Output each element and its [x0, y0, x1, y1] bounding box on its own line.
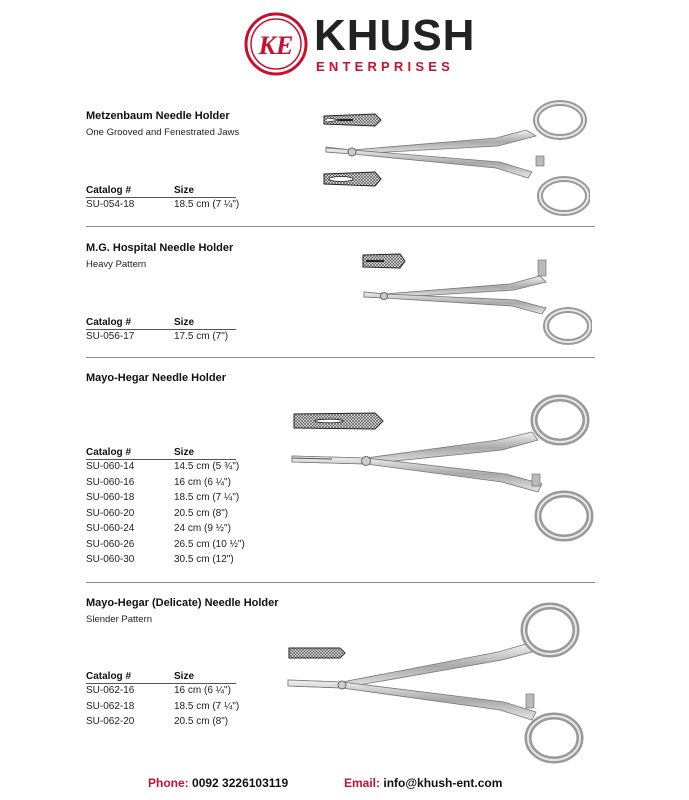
catalog-number: SU-054-18 — [86, 199, 135, 210]
footer-phone — [148, 776, 288, 790]
email-label: Email: — [344, 776, 381, 790]
catalog-number: SU-060-20 — [86, 507, 135, 519]
size-value: 18.5 cm (7 ¼") — [174, 199, 240, 210]
catalog-header: Catalog # — [86, 317, 132, 328]
product-subtitle: One Grooved and Fenestrated Jaws — [86, 127, 240, 138]
catalog-number: SU-060-14 — [86, 461, 135, 472]
needle-holder-image — [318, 100, 590, 220]
catalog-number: SU-060-18 — [86, 492, 135, 503]
catalog-number: SU-062-18 — [86, 700, 135, 712]
catalog-header: Catalog # — [86, 671, 132, 682]
product-subtitle: Slender Pattern — [86, 614, 153, 625]
catalog-number: SU-062-20 — [86, 716, 135, 727]
product-title: M.G. Hospital Needle Holder — [86, 242, 234, 254]
size-value: 20.5 cm (8") — [174, 716, 229, 727]
catalog-header: Catalog # — [86, 185, 132, 196]
catalog-number: SU-062-16 — [86, 685, 135, 696]
size-header: Size — [174, 185, 195, 196]
size-list — [174, 459, 245, 568]
needle-holder-image — [286, 598, 592, 766]
catalog-number: SU-060-30 — [86, 554, 135, 565]
size-value: 17.5 cm (7") — [174, 331, 229, 342]
brand-name: KHUSH — [314, 11, 476, 60]
product-title: Metzenbaum Needle Holder — [86, 110, 230, 122]
catalog-number: SU-060-24 — [86, 523, 135, 534]
brand-logo-badge — [244, 12, 308, 76]
needle-holder-image — [288, 392, 600, 548]
size-value: 14.5 cm (5 ¾") — [174, 461, 240, 472]
section-divider — [86, 226, 595, 227]
phone-number[interactable]: 0092 3226103119 — [192, 776, 289, 790]
size-header: Size — [174, 317, 195, 328]
size-value: 20.5 cm (8") — [174, 507, 229, 519]
footer-email — [344, 776, 502, 790]
catalog-header: Catalog # — [86, 447, 132, 458]
size-header: Size — [174, 671, 195, 682]
brand-tagline: ENTERPRISES — [316, 59, 454, 74]
needle-holder-image — [360, 242, 592, 346]
catalog-number: SU-060-16 — [86, 476, 135, 488]
size-value: 30.5 cm (12") — [174, 554, 234, 565]
size-header: Size — [174, 447, 195, 458]
size-value: 26.5 cm (10 ½") — [174, 538, 245, 550]
catalog-number: SU-056-17 — [86, 331, 135, 342]
size-value: 18.5 cm (7 ¼") — [174, 700, 240, 712]
catalog-list — [86, 459, 134, 568]
size-value: 16 cm (6 ¼") — [174, 685, 231, 696]
size-list — [174, 683, 239, 730]
product-title: Mayo-Hegar Needle Holder — [86, 372, 226, 384]
size-value: 16 cm (6 ¼") — [174, 476, 231, 488]
phone-label: Phone: — [148, 776, 189, 790]
email-address[interactable]: info@khush-ent.com — [383, 776, 503, 790]
brand-monogram: KE — [258, 31, 294, 60]
product-subtitle: Heavy Pattern — [86, 259, 147, 270]
catalog-list — [86, 683, 134, 730]
size-value: 18.5 cm (7 ¼") — [174, 492, 240, 503]
product-title: Mayo-Hegar (Delicate) Needle Holder — [86, 597, 279, 609]
catalog-number: SU-060-26 — [86, 538, 135, 550]
section-divider — [86, 582, 595, 583]
size-value: 24 cm (9 ½") — [174, 523, 231, 534]
section-divider — [86, 357, 595, 358]
